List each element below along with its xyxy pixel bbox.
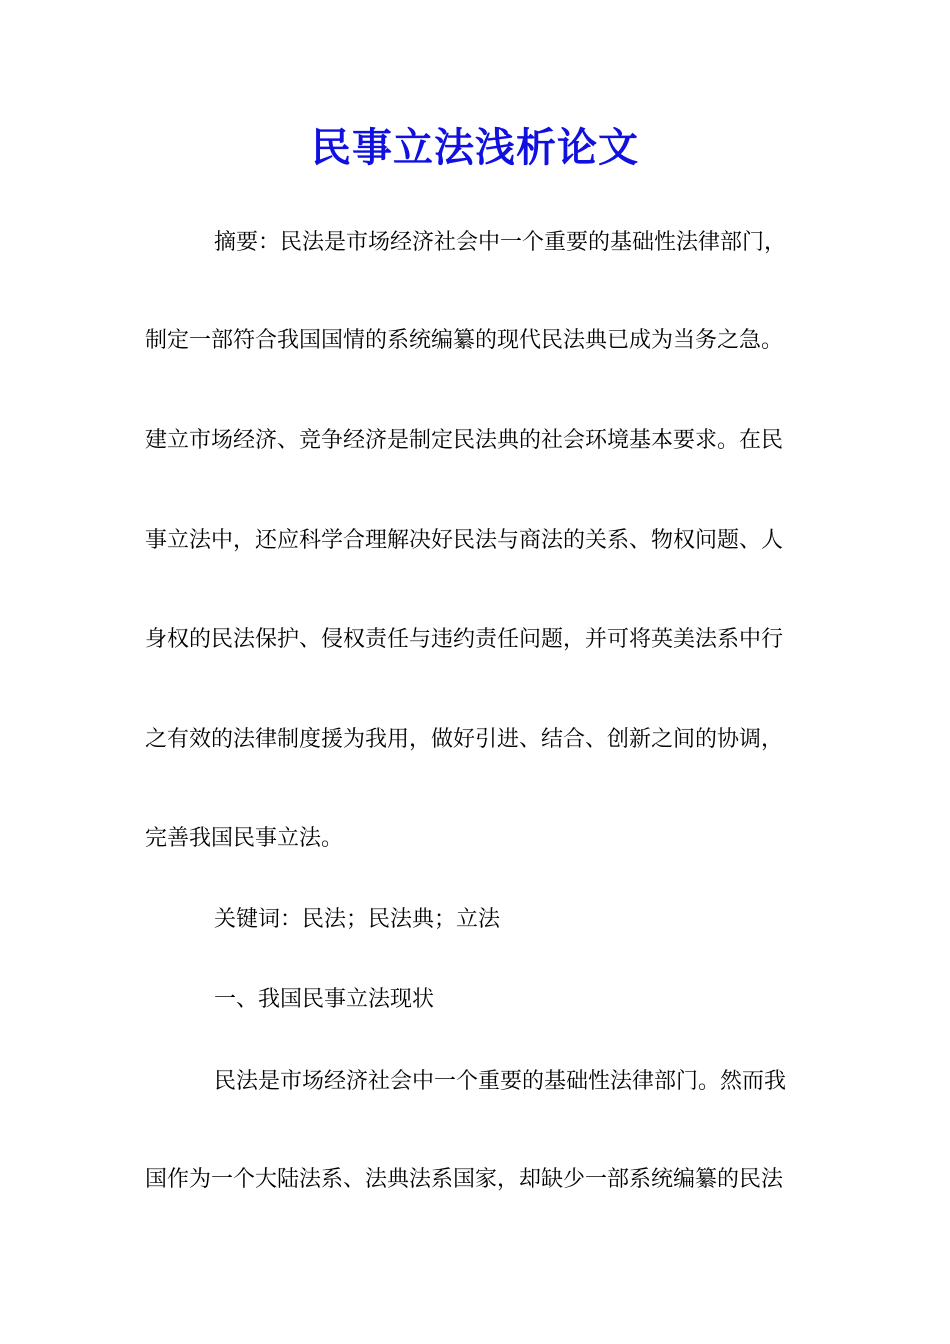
abstract-line-6: 之有效的法律制度援为我用，做好引进、结合、创新之间的协调， <box>145 727 784 752</box>
abstract-line-3: 建立市场经济、竞争经济是制定民法典的社会环境基本要求。在民 <box>145 428 784 453</box>
body-line-1: 民法是市场经济社会中一个重要的基础性法律部门。然而我 <box>214 1069 787 1094</box>
abstract-line-5: 身权的民法保护、侵权责任与违约责任问题，并可将英美法系中行 <box>145 627 784 652</box>
section-heading: 一、我国民事立法现状 <box>214 987 435 1012</box>
abstract-line-7: 完善我国民事立法。 <box>145 826 344 851</box>
abstract-line-2: 制定一部符合我国国情的系统编纂的现代民法典已成为当务之急。 <box>145 328 784 353</box>
body-line-2: 国作为一个大陆法系、法典法系国家，却缺少一部系统编纂的民法 <box>145 1167 784 1192</box>
abstract-line-1: 摘要：民法是市场经济社会中一个重要的基础性法律部门， <box>214 230 787 255</box>
document-title: 民事立法浅析论文 <box>311 124 639 171</box>
keywords-line: 关键词：民法；民法典；立法 <box>214 907 501 932</box>
abstract-line-4: 事立法中，还应科学合理解决好民法与商法的关系、物权问题、人 <box>145 528 784 553</box>
